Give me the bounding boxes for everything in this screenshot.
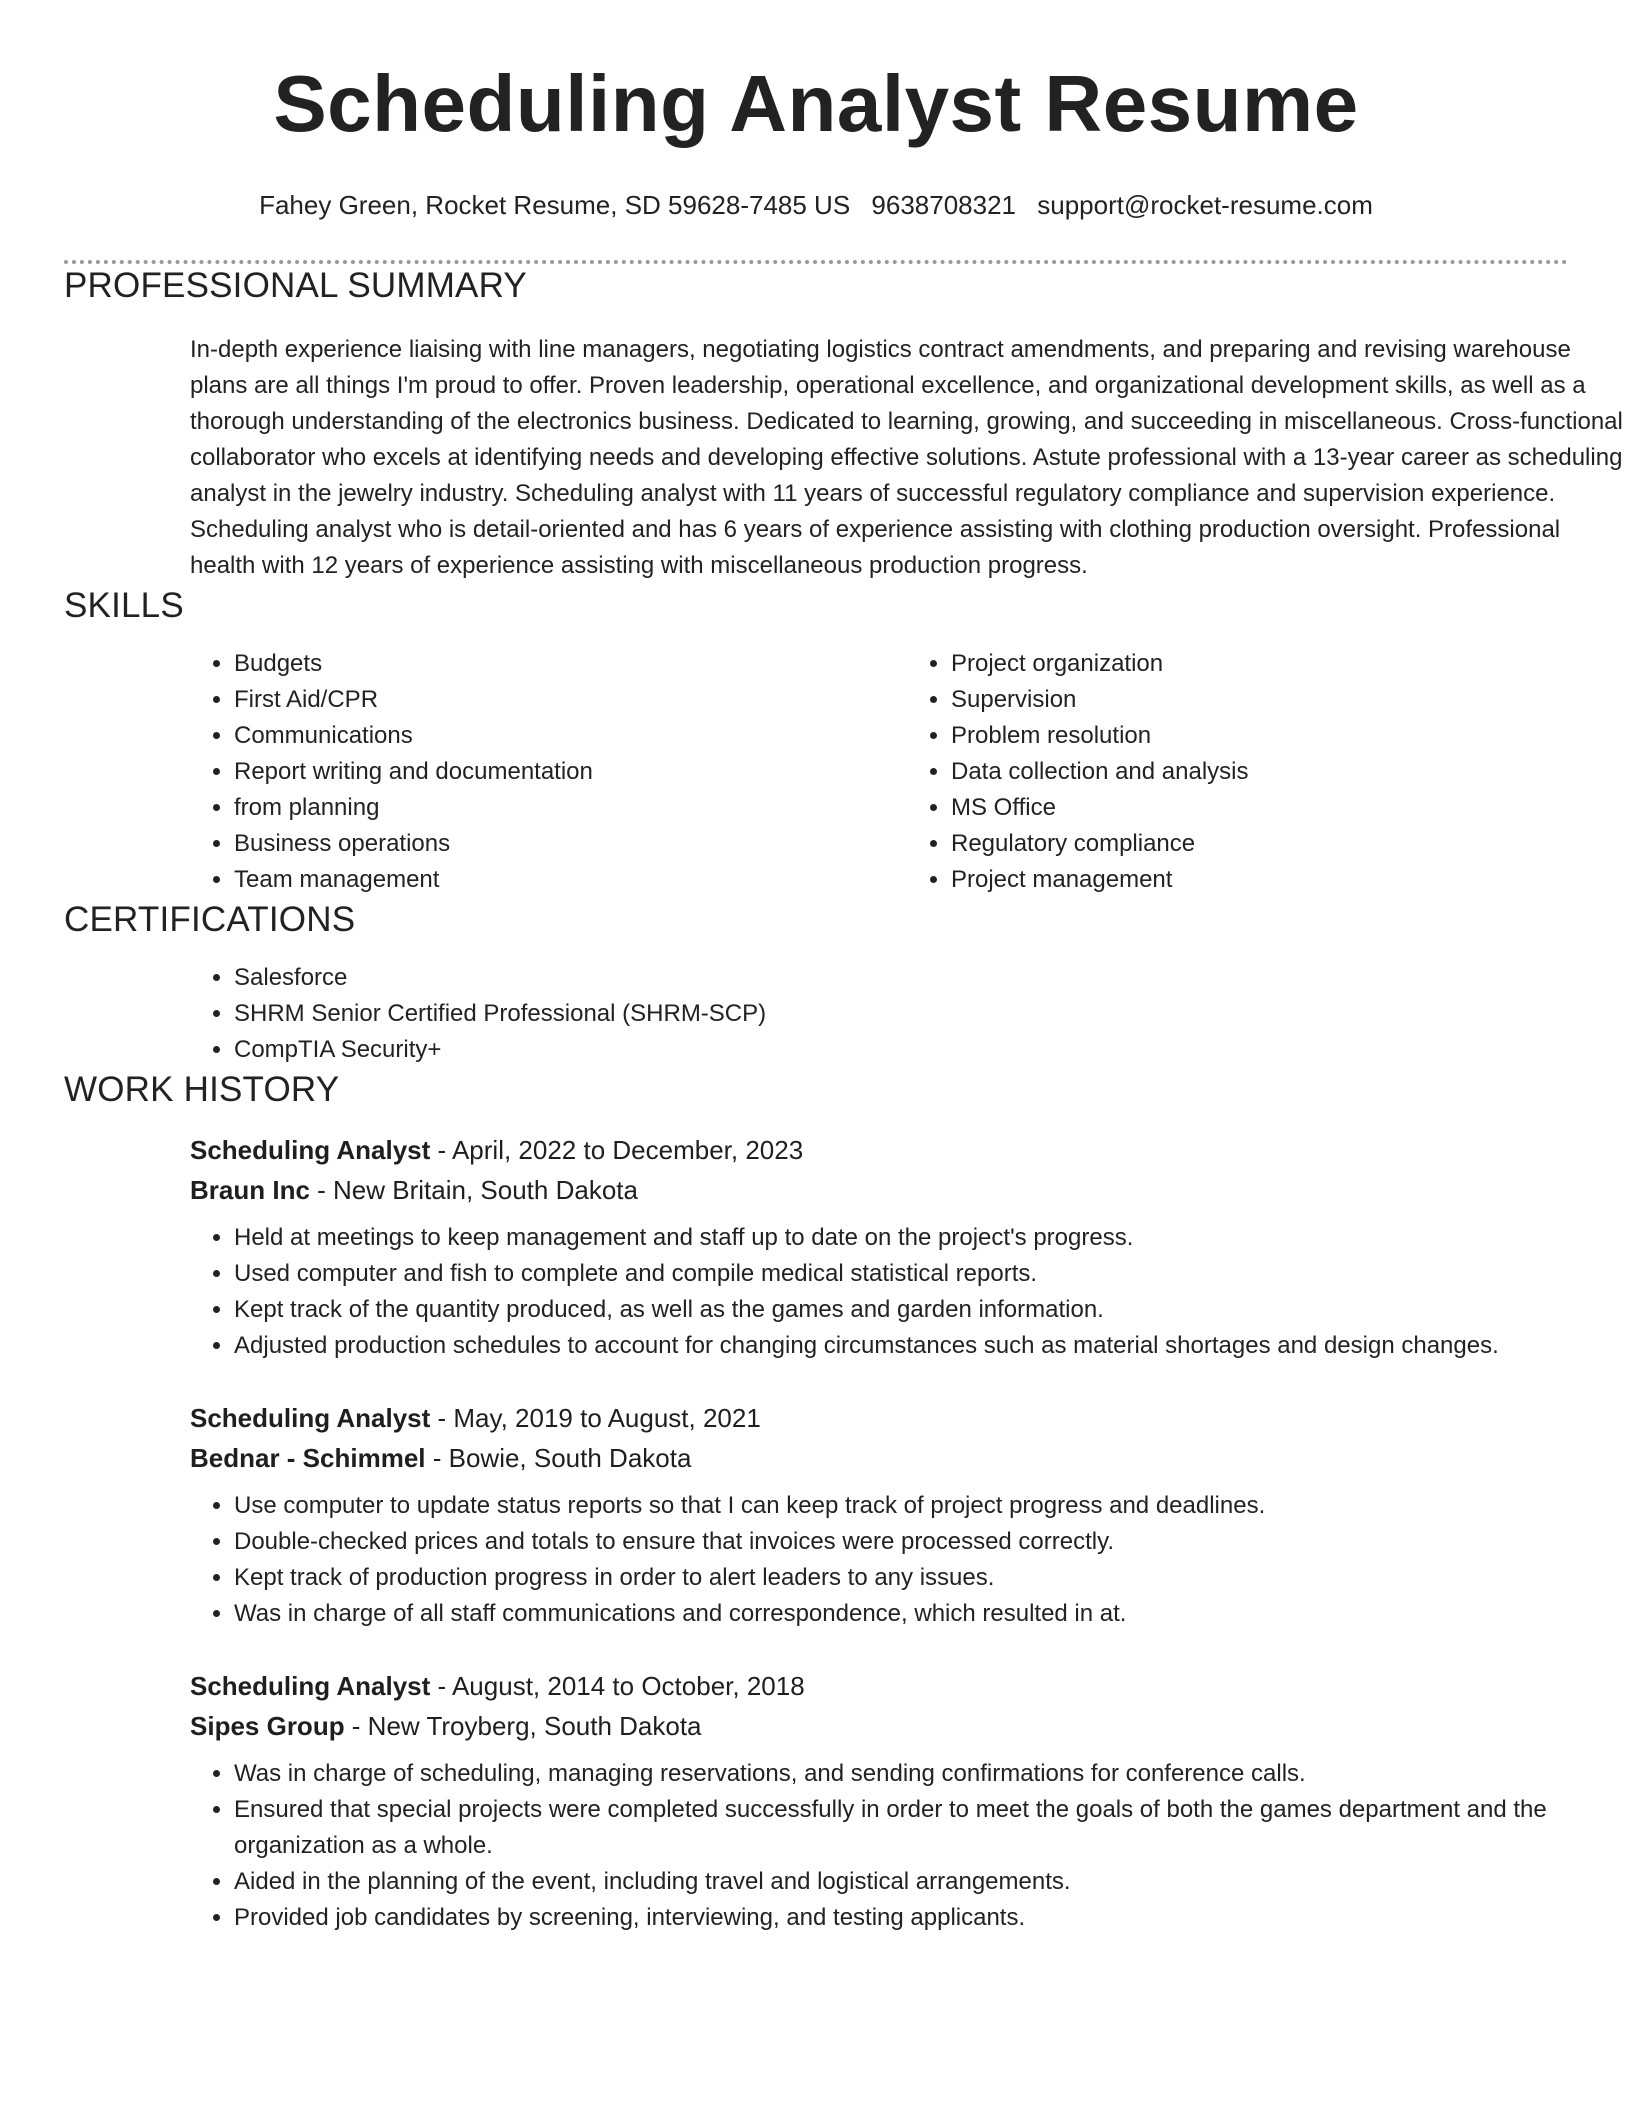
job-bullet: • Was in charge of all staff communications and correspondence, which resulted in at. <box>234 1596 1624 1632</box>
job-bullet: • Kept track of production progress in order to alert leaders to any issues. <box>234 1560 1624 1596</box>
page-title: Scheduling Analyst Resume <box>273 59 1359 148</box>
contact-line <box>64 188 1568 222</box>
job-bullets <box>190 1488 1624 1632</box>
job-bullet: • Kept track of the quantity produced, as well as the games and garden information. <box>234 1292 1624 1328</box>
skill-item: • Problem resolution <box>951 718 1624 754</box>
skill-item: • Project organization <box>951 646 1624 682</box>
job-bullet: • Double-checked prices and totals to ensure that invoices were processed correctly. <box>234 1524 1624 1560</box>
certification-item: • SHRM Senior Certified Professional (SHRM-SCP) <box>234 996 1568 1032</box>
job-bullet: • Use computer to update status reports so that I can keep track of project progress and deadlines. <box>234 1488 1624 1524</box>
certifications-list <box>190 960 1568 1068</box>
job-dates: - May, 2019 to August, 2021 <box>430 1403 761 1433</box>
job-title-line <box>190 1398 1624 1438</box>
summary-text: In-depth experience liaising with line managers, negotiating logistics contract amendments, and preparing and revising warehouse plans are all things I'm proud to offer. Proven leadership, operational excellence, and organizational development skills, as well as a thorough understanding of the electronics business. Dedicated to learning, growing, and succeeding in miscellaneous. Cross-functional collaborator who excels at identifying needs and developing effective solutions. Astute professional with a 13-year career as scheduling analyst in the jewelry industry. Scheduling analyst with 11 years of successful regulatory compliance and supervision experience. Scheduling analyst who is detail-oriented and has 6 years of experience assisting with clothing production oversight. Professional health with 12 years of experience assisting with miscellaneous production progress. <box>190 336 1623 579</box>
job-title-line <box>190 1666 1624 1706</box>
skill-item: • Report writing and documentation <box>234 754 907 790</box>
skill-item: • Project management <box>951 862 1624 898</box>
skill-item: • First Aid/CPR <box>234 682 907 718</box>
job-entry <box>190 1666 1624 1936</box>
job-location: - New Troyberg, South Dakota <box>344 1711 702 1741</box>
skills-heading: SKILLS <box>64 586 184 625</box>
skill-item: • Communications <box>234 718 907 754</box>
skill-item: • Budgets <box>234 646 907 682</box>
job-bullets <box>190 1756 1624 1936</box>
job-company: Bednar - Schimmel <box>190 1443 426 1473</box>
skill-item: • from planning <box>234 790 907 826</box>
job-location: - Bowie, South Dakota <box>425 1443 692 1473</box>
job-location: - New Britain, South Dakota <box>309 1175 638 1205</box>
job-bullet: • Used computer and fish to complete and compile medical statistical reports. <box>234 1256 1624 1292</box>
job-company-line <box>190 1170 1624 1210</box>
job-entry <box>190 1130 1624 1364</box>
job-company: Sipes Group <box>190 1711 345 1741</box>
job-dates: - August, 2014 to October, 2018 <box>430 1671 805 1701</box>
certifications-heading: CERTIFICATIONS <box>64 900 356 939</box>
skills-column-right <box>907 646 1624 898</box>
summary-heading: PROFESSIONAL SUMMARY <box>64 266 527 305</box>
job-title-line <box>190 1130 1624 1170</box>
certification-item: • CompTIA Security+ <box>234 1032 1568 1068</box>
skill-item: • Supervision <box>951 682 1624 718</box>
skill-item: • Regulatory compliance <box>951 826 1624 862</box>
certification-item: • Salesforce <box>234 960 1568 996</box>
job-bullets <box>190 1220 1624 1364</box>
job-bullet: • Provided job candidates by screening, interviewing, and testing applicants. <box>234 1900 1624 1936</box>
skills-column-left <box>190 646 907 898</box>
job-title: Scheduling Analyst <box>190 1403 431 1433</box>
job-entry <box>190 1398 1624 1632</box>
skills-list <box>190 646 1624 898</box>
contact-address: Fahey Green, Rocket Resume, SD 59628-7485 US <box>259 190 851 220</box>
contact-phone: 9638708321 <box>871 190 1017 220</box>
job-company-line <box>190 1438 1624 1478</box>
job-bullet: • Ensured that special projects were completed successfully in order to meet the goals of both the games department and the organization as a whole. <box>234 1792 1624 1864</box>
job-company-line <box>190 1706 1624 1746</box>
job-company: Braun Inc <box>190 1175 310 1205</box>
job-bullet: • Was in charge of scheduling, managing reservations, and sending confirmations for conference calls. <box>234 1756 1624 1792</box>
skill-item: • Team management <box>234 862 907 898</box>
work-history-heading: WORK HISTORY <box>64 1070 340 1109</box>
contact-email: support@rocket-resume.com <box>1037 190 1373 220</box>
job-title: Scheduling Analyst <box>190 1671 431 1701</box>
skill-item: • Business operations <box>234 826 907 862</box>
skill-item: • Data collection and analysis <box>951 754 1624 790</box>
job-bullet: • Aided in the planning of the event, including travel and logistical arrangements. <box>234 1864 1624 1900</box>
job-dates: - April, 2022 to December, 2023 <box>430 1135 804 1165</box>
job-title: Scheduling Analyst <box>190 1135 431 1165</box>
job-bullet: • Held at meetings to keep management and staff up to date on the project's progress. <box>234 1220 1624 1256</box>
job-bullet: • Adjusted production schedules to account for changing circumstances such as material shortages and design changes. <box>234 1328 1624 1364</box>
skill-item: • MS Office <box>951 790 1624 826</box>
